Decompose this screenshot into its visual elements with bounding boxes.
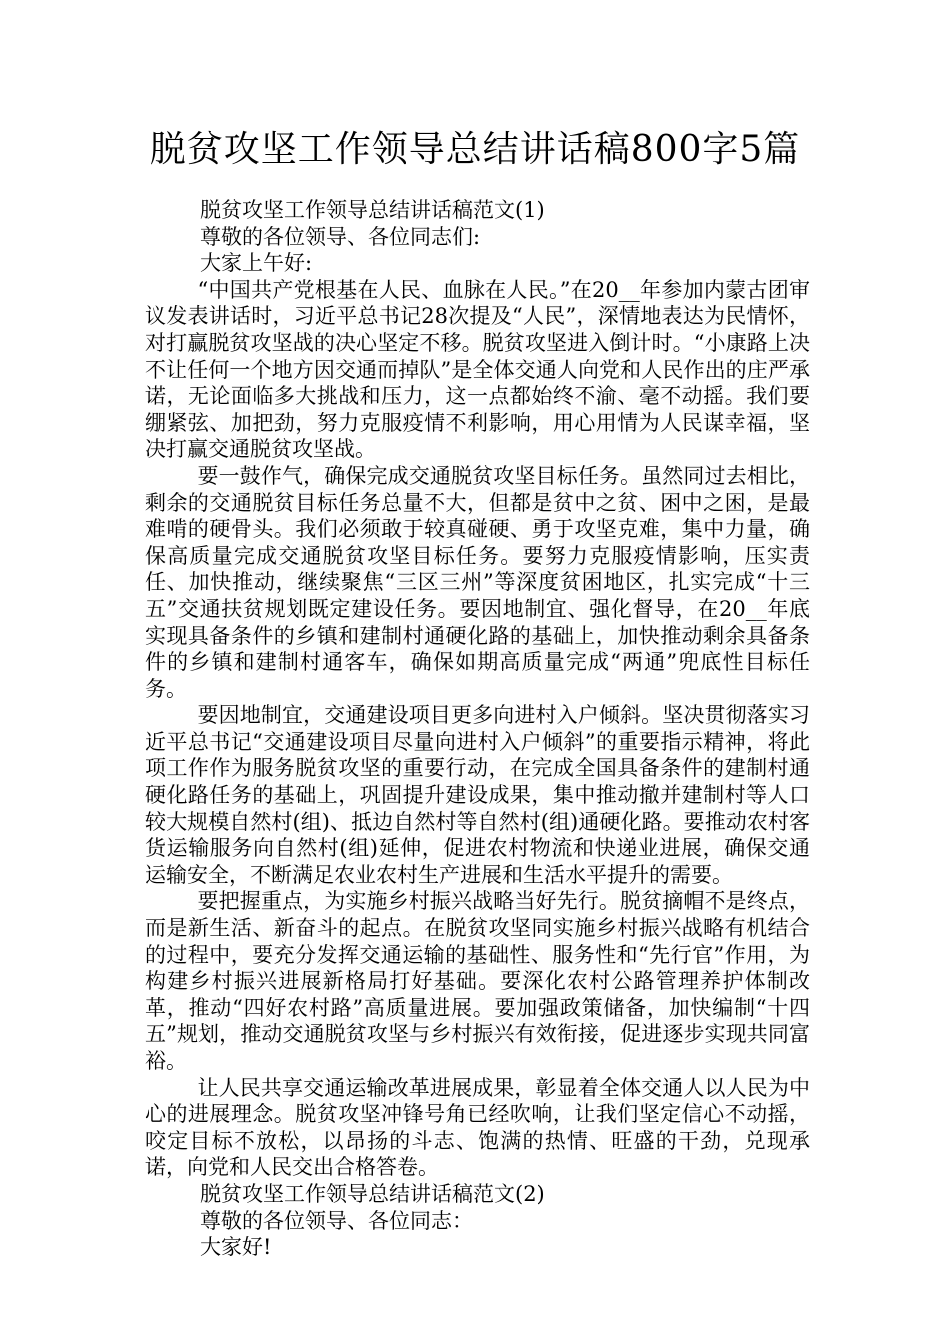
- body-paragraph-5: 让人民共享交通运输改革进展成果，彰显着全体交通人以人民为中心的进展理念。脱贫攻坚冲锋号角已经吹响，让我们坚定信心不动摇，咬定目标不放松，以昂扬的斗志、饱满的热情、旺盛的干劲，兑现承诺，向党和人民交出合格答卷。: [145, 1075, 810, 1180]
- body-paragraph-3: 要因地制宜，交通建设项目更多向进村入户倾斜。坚决贯彻落实习近平总书记“交通建设项目尽量向进村入户倾斜”的重要指示精神，将此项工作作为服务脱贫攻坚的重要行动，在完成全国具备条件的建制村通硬化路任务的基础上，巩固提升建设成果，集中推动撤并建制村等人口较大规模自然村(组)、抵边自然村等自然村(组)通硬化路。要推动农村客货运输服务向自然村(组)延伸，促进农村物流和快递业进展，确保交通运输安全，不断满足农业农村生产进展和生活水平提升的需要。: [145, 703, 810, 887]
- body-paragraph-4: 要把握重点，为实施乡村振兴战略当好先行。脱贫摘帽不是终点，而是新生活、新奋斗的起点。在脱贫攻坚同实施乡村振兴战略有机结合的过程中，要充分发挥交通运输的基础性、服务性和“先行官”作用，为构建乡村振兴进展新格局打好基础。要深化农村公路管理养护体制改革，推动“四好农村路”高质量进展。要加强政策储备，加快编制“十四五”规划，推动交通脱贫攻坚与乡村振兴有效衔接，促进逐步实现共同富裕。: [145, 889, 810, 1073]
- section-heading-2: 脱贫攻坚工作领导总结讲话稿范文(2): [200, 1181, 545, 1206]
- body-paragraph-2: 要一鼓作气，确保完成交通脱贫攻坚目标任务。虽然同过去相比，剩余的交通脱贫目标任务总量不大，但都是贫中之贫、困中之困，是最难啃的硬骨头。我们必须敢于较真碰硬、勇于攻坚克难，集中力量，确保高质量完成交通脱贫攻坚目标任务。要努力克服疫情影响，压实责任、加快推动，继续聚焦“三区三州”等深度贫困地区，扎实完成“十三五”交通扶贫规划既定建设任务。要因地制宜、强化督导，在20__年底实现具备条件的乡镇和建制村通硬化路的基础上，加快推动剩余具备条件的乡镇和建制村通客车，确保如期高质量完成“两通”兜底性目标任务。: [145, 463, 810, 701]
- document-title: 脱贫攻坚工作领导总结讲话稿800字5篇: [149, 129, 801, 170]
- section-heading-1: 脱贫攻坚工作领导总结讲话稿范文(1): [200, 198, 545, 222]
- salutation-2: 尊敬的各位领导、各位同志：: [200, 1208, 473, 1233]
- salutation-1: 尊敬的各位领导、各位同志们:: [200, 224, 481, 249]
- greeting-1: 大家上午好:: [200, 251, 313, 276]
- body-paragraph-1: “中国共产党根基在人民、血脉在人民。”在20__年参加内蒙古团审议发表讲话时，习近平总书记28次提及“人民”，深情地表达为民情怀，对打赢脱贫攻坚战的决心坚定不移。脱贫攻坚进入倒计时。“小康路上决不让任何一个地方因交通而掉队”是全体交通人向党和人民作出的庄严承诺，无论面临多大挑战和压力，这一点都始终不渝、毫不动摇。我们要绷紧弦、加把劲，努力克服疫情不利影响，用心用情为人民谋幸福，坚决打赢交通脱贫攻坚战。: [145, 277, 810, 462]
- document-body: [145, 197, 810, 1261]
- greeting-2: 大家好!: [200, 1235, 272, 1260]
